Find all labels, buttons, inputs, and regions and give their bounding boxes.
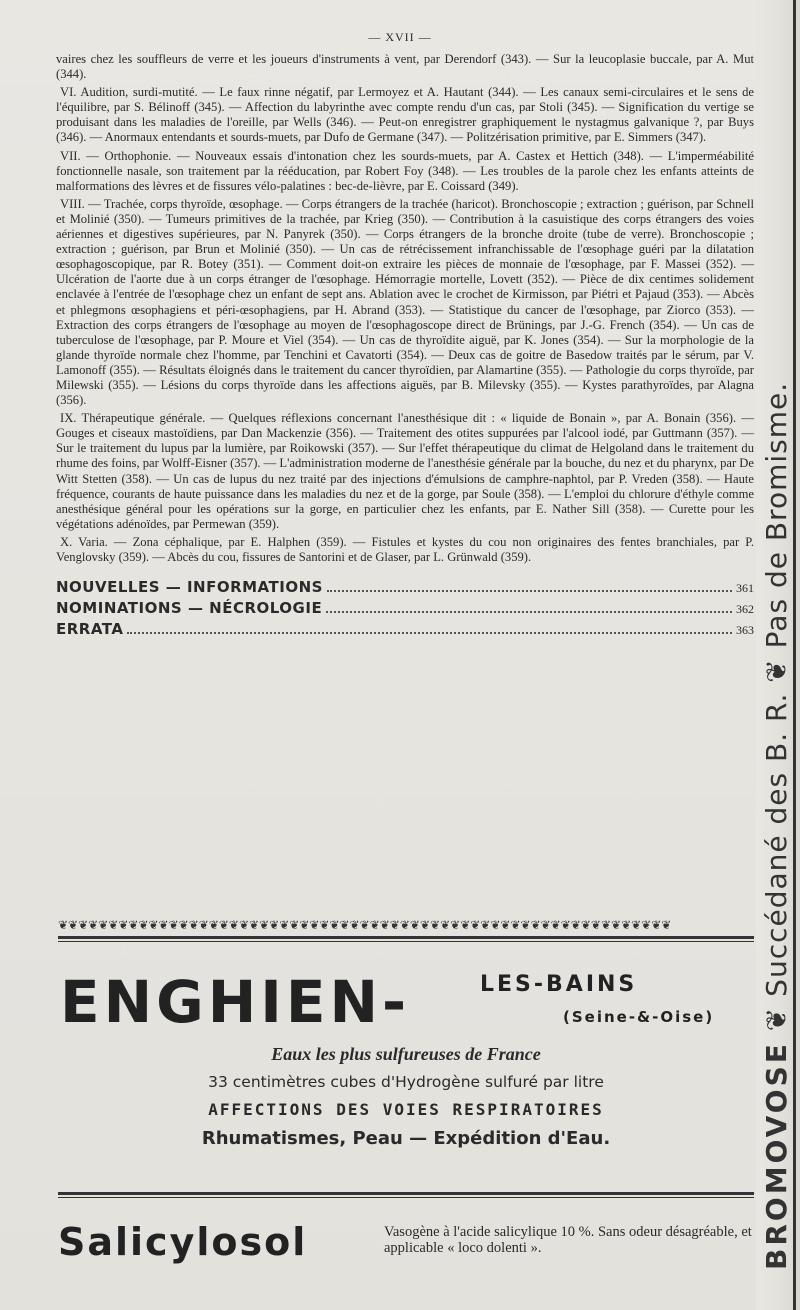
spine-tagline: Succédané des B. R. [760,692,793,997]
table-of-contents [56,52,754,640]
toc-section-orthophonie: VII. — Orthophonie. — Nouveaux essais d'intonation chez les sourds-muets, par A. Castex et Hettich (348). — L'imperméabilité fonctionnelle nasale, son traitement par la rééducation, par Robert Foy (348). — Les troubles de la parole chez les enfants atteints de malformations des lèvres et de fissures vélo-palatines : bec-de-lièvre, par E. Coissard (349). [56,148,754,193]
divider-rule [58,941,754,942]
advertisement-salicylosol [58,1212,754,1272]
ad-enghien-suffix: LES-BAINS [480,972,638,997]
ad-enghien-composition: 33 centimètres cubes d'Hydrogène sulfuré par litre [208,1073,604,1091]
ornament-border: ❦❦❦❦❦❦❦❦❦❦❦❦❦❦❦❦❦❦❦❦❦❦❦❦❦❦❦❦❦❦❦❦❦❦❦❦❦❦❦❦❦❦❦❦❦❦❦❦❦❦❦❦❦❦❦❦❦❦❦❦❦ [58,918,672,930]
leader-dots [327,590,732,592]
index-row [56,577,754,598]
spine-brand: BROMOVOSE [760,1041,793,1270]
ad-enghien-affections: AFFECTIONS DES VOIES RESPIRATOIRES [208,1100,604,1119]
index-page: 362 [736,602,754,617]
divider-rule [58,936,754,939]
index-label: NOMINATIONS — NÉCROLOGIE [56,599,323,618]
index-page: 363 [736,623,754,638]
toc-section-therapeutique: IX. Thérapeutique générale. — Quelques réflexions concernant l'anesthésique dit : « liquide de Bonain », par A. Bonain (356). — Gouges et ciseaux mastoïdiens, par Dan Mackenzie (356). — Traitement des otites suppurées par l'alcool iodé, par Guttmann (357). — Sur le traitement du lupus par la lumière, par Roikowski (357). — Sur l'effet thérapeutique du climat de Helgoland dans le traitement du rhume des foins, par Wolff-Eisner (357). — L'administration moderne de l'anesthésie générale par la bouche, du nez et du pharynx, par De Witt Stetten (358). — Un cas de lupus du nez traité par des injections d'émulsions de camphre-naphtol, par P. Vreden (358). — Haute fréquence, courants de haute puissance dans les maladies du nez et de la gorge, par Soule (358). — L'emploi du chlorure d'éthyle comme anesthésique général pour les opérations sur la gorge, en particulier chez les enfants, par E. Nather Sill (358). — Curette pour les végétations adénoïdes, par Permewan (359). [56,411,754,531]
index-row [56,619,754,640]
spine-separator: ❦ [760,658,793,683]
spine-text [760,10,796,1270]
index-page: 361 [736,581,754,596]
ad-enghien-tagline: Eaux les plus sulfureuses de France [271,1044,541,1064]
ad-enghien-name: ENGHIEN- [60,968,411,1036]
index-list [56,577,754,640]
leader-dots [127,632,732,634]
index-label: NOUVELLES — INFORMATIONS [56,578,323,597]
spine-separator: ❦ [760,1006,793,1032]
index-label: ERRATA [56,620,124,639]
leader-dots [326,611,732,613]
spine-advertisement [756,0,800,1310]
toc-section-trachee: VIII. — Trachée, corps thyroïde, œsophage. — Corps étrangers de la trachée (haricot). Bronchoscopie ; extraction ; guérison, par Schnell et Molinié (350). — Tumeurs primitives de la trachée, par Krieg (350). — Contribution à la casuistique des corps étrangers des voies aériennes et digestives supérieures, par N. Panyrek (350). — Corps étrangers de la bronche droite (tube de verre). Bronchoscopie ; extraction ; guérison, par Brun et Molinié (350). — Un cas de rétrécissement infranchissable de l'œsophage guéri par la dilatation œsophagoscopique, par R. Botey (351). — Comment doit-on extraire les pièces de monnaie de l'œsophage, par F. Massei (352). — Ulcération de l'aorte due à un corps étranger de l'œsophage. Hémorragie mortelle, Lovett (352). — Pièce de dix centimes solidement enclavée à l'entrée de l'œsophage chez un enfant de sept ans. Ablation avec le crochet de Kirmisson, par Piétri et Pajaud (353). — Abcès et phlegmons œsophagiens et péri-œsophagiens, par H. Abrand (353). — Statistique du cancer de l'œsophage, par Ziorco (353). — Extraction des corps étrangers de l'œsophage au moyen de l'œsophagoscope direct de Brünings, par J.-G. French (354). — Un cas de tuberculose de l'œsophage, par P. Moure et Viel (354). — Un cas de thyroïdite aiguë, par K. Jones (354). — Sur la morphologie de la glande thyroïde normale chez l'homme, par Tenchini et Cavatorti (354). — Deux cas de goitre de Basedow traités par le sérum, par V. Lamonoff (355). — Résultats éloignés dans le traitement du cancer thyroïdien, par Alamartine (355). — Pathologie du corps thyroïde, par Milewski (355). — Lésions du corps thyroïde dans les affections aiguës, par B. Milevsky (355). — Kystes parathyroïdes, par Alagna (356). [56,196,754,408]
ad-enghien-uses: Rhumatismes, Peau — Expédition d'Eau. [201,1128,611,1149]
divider-rule [58,1192,754,1195]
spine-tail: Pas de Bromisme. [760,381,793,649]
toc-section-varia: X. Varia. — Zona céphalique, par E. Halphen (359). — Fistules et kystes du cou non originaires des fentes branchiales, par P. Venglovsky (359). — Abcès du cou, fissures de Santorini et de Glaser, par L. Grünwald (359). [56,534,754,564]
divider-rule [58,1197,754,1198]
ad-salicylosol-description: Vasogène à l'acide salicylique 10 %. Sans odeur désagréable, et applicable « loco dolenti ». [384,1224,752,1256]
toc-paragraph-continuation: vaires chez les souffleurs de verre et les joueurs d'instruments à vent, par Derendorf (343). — Sur la leucoplasie buccale, par A. Mut (344). [56,52,754,82]
page-folio: — XVII — [368,30,432,44]
ad-salicylosol-name: Salicylosol [58,1220,308,1264]
toc-section-audition: VI. Audition, surdi-mutité. — Le faux rinne négatif, par Lermoyez et A. Hautant (344). — Les canaux semi-circulaires et le sens de l'équilibre, par S. Bélinoff (345). — Affection du labyrinthe avec compte rendu d'un cas, par Stoli (345). — Signification du vertige se produisant dans les maladies de l'oreille, par Wells (346). — Peut-on enregistrer graphiquement le nystagmus galvanique ?, par Buys (346). — Anormaux entendants et sourds-muets, par Dufo de Germane (347). — Politzérisation primitive, par E. Simmers (347). [56,85,754,145]
index-row [56,598,754,619]
spine-rule [793,0,796,1310]
ad-enghien-region: (Seine-&-Oise) [563,1008,715,1026]
